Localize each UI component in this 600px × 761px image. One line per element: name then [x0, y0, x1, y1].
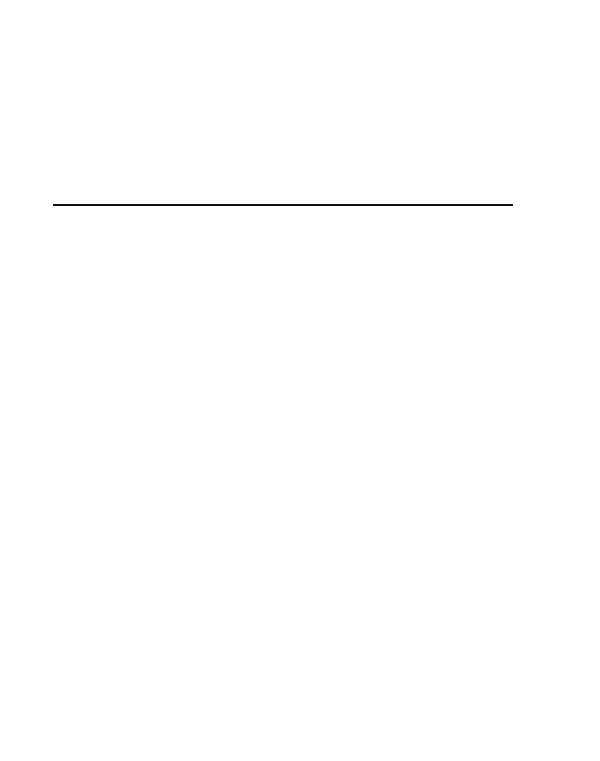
clause-3-5 [52, 505, 62, 518]
clause-3-3 [52, 470, 62, 483]
clause-3-2 [52, 416, 62, 429]
clause-3-1 [52, 392, 62, 405]
reference-item [72, 314, 82, 327]
reference-item [72, 332, 82, 345]
reference-item [72, 350, 82, 363]
header-divider [53, 204, 513, 206]
clause-3-4 [52, 488, 62, 501]
clause-3-7 [52, 612, 62, 625]
clause-3-6 [52, 522, 62, 535]
